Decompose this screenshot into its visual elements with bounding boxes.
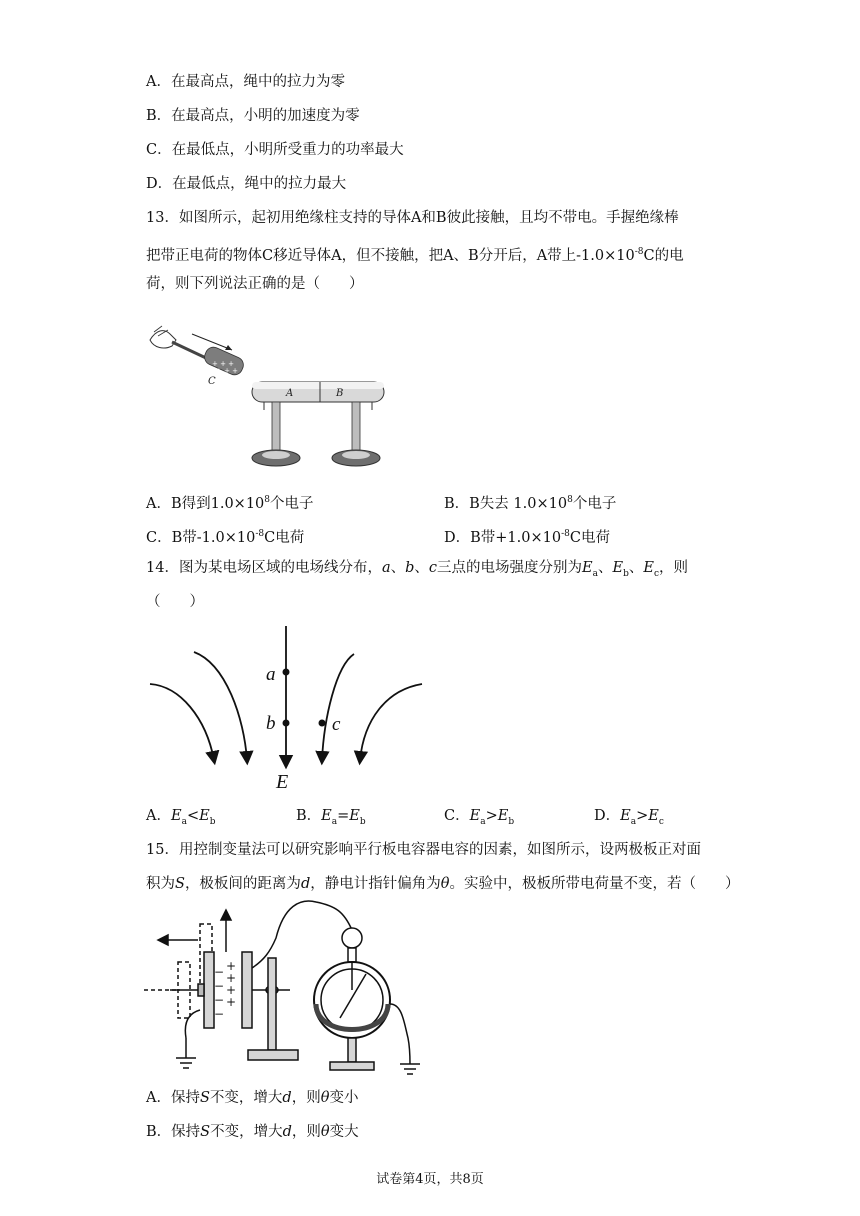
label-c: c bbox=[332, 714, 341, 735]
point-a bbox=[283, 669, 290, 676]
q14-field-lines-figure bbox=[140, 622, 430, 794]
q15-option-b: B．保持S不变，增大d，则θ变大 bbox=[146, 1124, 359, 1140]
q13-option-d: D．B带$+1.0\times 10^{-8}C$电荷 bbox=[444, 529, 610, 546]
label-e: E bbox=[276, 771, 289, 793]
svg-text:−: − bbox=[214, 993, 225, 1007]
svg-text:+: + bbox=[226, 971, 237, 985]
charged-rod-c bbox=[150, 326, 246, 387]
svg-text:+: + bbox=[226, 995, 237, 1009]
q14-option-d: D．$E_a>E_c$ bbox=[594, 808, 664, 827]
q12-option-d: D．在最低点，绳中的拉力最大 bbox=[146, 176, 347, 192]
svg-text:+: + bbox=[226, 983, 237, 997]
page-footer: 试卷第4页，共8页 bbox=[376, 1172, 484, 1187]
q15-option-a: A．保持S不变，增大d，则θ变小 bbox=[146, 1090, 359, 1106]
svg-text:+ + +: + + + bbox=[216, 367, 239, 375]
q14-option-a: A．$E_a<E_b$ bbox=[146, 808, 216, 827]
q12-option-a: A．在最高点，绳中的拉力为零 bbox=[146, 74, 345, 90]
q14-option-b: B．$E_a=E_b$ bbox=[296, 808, 366, 827]
svg-text:+: + bbox=[226, 959, 237, 973]
q13-stem-line1: 13．如图所示，起初用绝缘柱支持的导体A和B彼此接触，且均不带电。手握绝缘棒 bbox=[146, 210, 679, 226]
q15-stem-line2: 积为S，极板间的距离为d，静电计指针偏角为θ。实验中，极板所带电荷量不变，若（ ） bbox=[146, 876, 740, 892]
q12-option-b: B．在最高点，小明的加速度为零 bbox=[146, 108, 360, 124]
q15-capacitor-figure bbox=[140, 898, 430, 1082]
svg-text:−: − bbox=[214, 1007, 225, 1021]
q13-stem-line2: 把带正电荷的物体C移近导体A，但不接触，把A、B分开后，A带上$-1.0\times 10^{-8}C$的电 bbox=[146, 247, 684, 264]
q14-option-c: C．$E_a>E_b$ bbox=[444, 808, 515, 827]
field-lines bbox=[150, 626, 422, 764]
svg-text:−: − bbox=[214, 979, 225, 993]
label-b: b bbox=[266, 713, 276, 734]
label-b: B bbox=[336, 388, 344, 399]
q14-stem-line1: 14．图为某电场区域的电场线分布，a、b、c三点的电场强度分别为$E_a$、$E_b$、$E_c$，则 bbox=[146, 560, 688, 579]
q12-option-c: C．在最低点，小明所受重力的功率最大 bbox=[146, 142, 404, 158]
label-a: a bbox=[266, 664, 276, 685]
svg-text:+ + +: + + + bbox=[212, 360, 235, 368]
point-c bbox=[319, 720, 326, 727]
point-b bbox=[283, 720, 290, 727]
q13-stem-line3: 荷，则下列说法正确的是（ ） bbox=[146, 276, 364, 292]
q15-stem-line1: 15．用控制变量法可以研究影响平行板电容器电容的因素，如图所示，设两极板正对面 bbox=[146, 842, 701, 858]
q13-conductor-figure bbox=[140, 316, 400, 471]
svg-text:−: − bbox=[214, 965, 225, 979]
q13-option-a: A．B得到$1.0\times 10^8$个电子 bbox=[146, 495, 314, 512]
q13-option-c: C．B带$-1.0\times 10^{-8}C$电荷 bbox=[146, 529, 305, 546]
conductor-ab bbox=[252, 382, 384, 466]
label-c: C bbox=[208, 376, 216, 387]
label-a: A bbox=[286, 388, 294, 399]
q13-option-b: B．B失去 $1.0\times 10^8$个电子 bbox=[444, 495, 617, 512]
q14-stem-line2: （ ） bbox=[146, 594, 204, 610]
